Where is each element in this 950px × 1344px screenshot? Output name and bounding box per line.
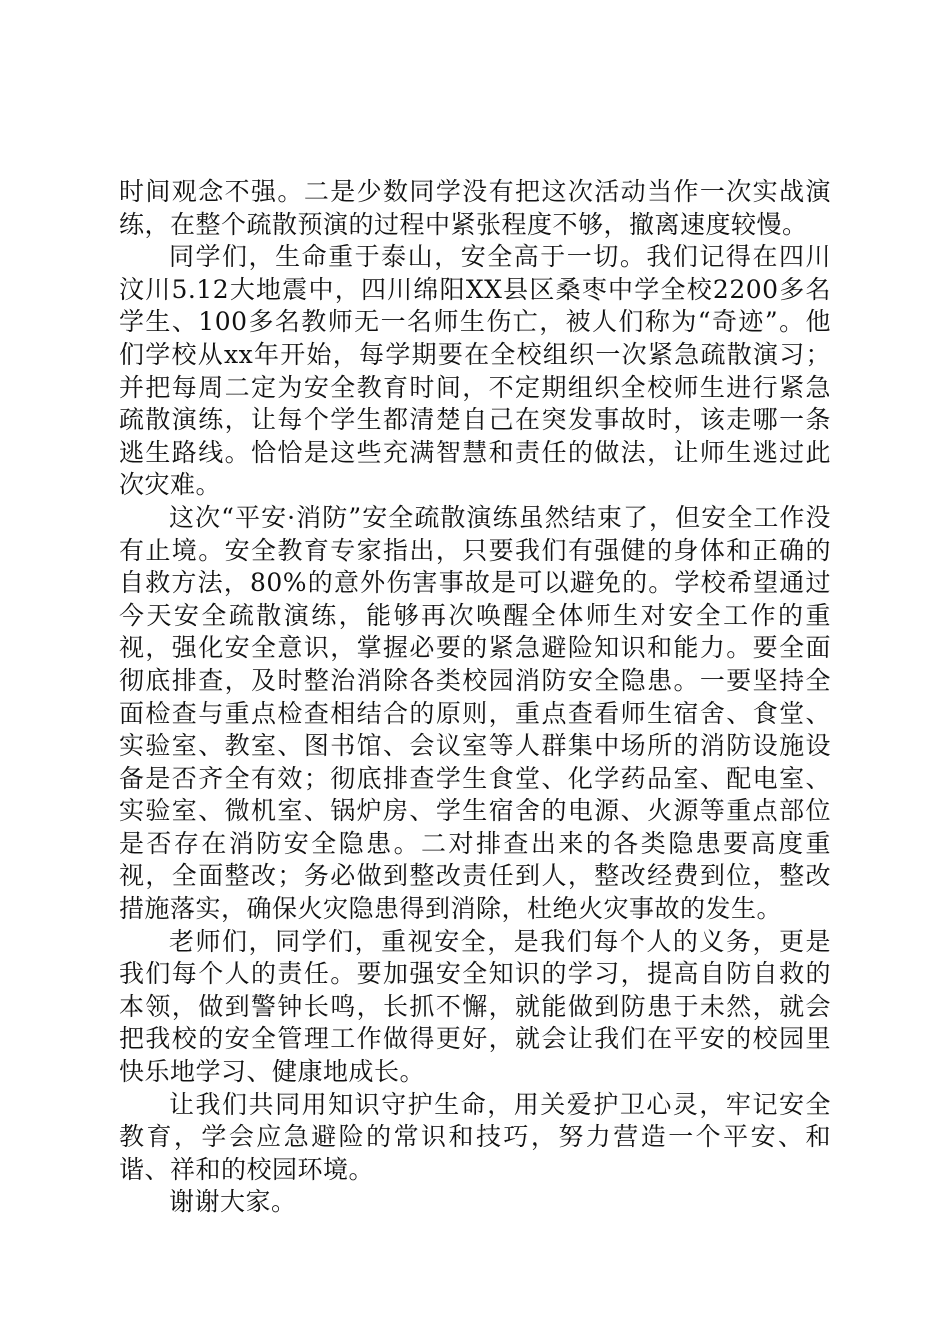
paragraph-earthquake-example: 同学们，生命重于泰山，安全高于一切。我们记得在四川汶川5.12大地震中，四川绵阳XX县区桑枣中学全校2200多名学生、100多名教师无一名师生伤亡，被人们称为“奇迹”。他们学校从xx年开始，每学期要在全校组织一次紧急疏散演习；并把每周二定为安全教育时间，不定期组织全校师生进行紧急疏散演练，让每个学生都清楚自己在突发事故时，该走哪一条逃生路线。恰恰是这些充满智慧和责任的做法，让师生逃过此次灾难。 — [119, 242, 831, 500]
paragraph-continued: 时间观念不强。二是少数同学没有把这次活动当作一次实战演练，在整个疏散预演的过程中紧张程度不够，撤离速度较慢。 — [119, 177, 831, 239]
paragraph-drill-summary: 这次“平安·消防”安全疏散演练虽然结束了，但安全工作没有止境。安全教育专家指出，只要我们有强健的身体和正确的自救方法，80%的意外伤害事故是可以避免的。学校希望通过今天安全疏散演练，能够再次唤醒全体师生对安全工作的重视，强化安全意识，掌握必要的紧急避险知识和能力。要全面彻底排查，及时整治消除各类校园消防安全隐患。一要坚持全面检查与重点检查相结合的原则，重点查看师生宿舍、食堂、实验室、教室、图书馆、会议室等人群集中场所的消防设施设备是否齐全有效；彻底排查学生食堂、化学药品室、配电室、实验室、微机室、锅炉房、学生宿舍的电源、火源等重点部位是否存在消防安全隐患。二对排查出来的各类隐患要高度重视，全面整改；务必做到整改责任到人，整改经费到位，整改措施落实，确保火灾隐患得到消除，杜绝火灾事故的发生。 — [119, 502, 831, 924]
paragraph-thanks: 谢谢大家。 — [169, 1187, 297, 1217]
paragraph-responsibility: 老师们，同学们，重视安全，是我们每个人的义务，更是我们每个人的责任。要加强安全知识的学习，提高自防自救的本领，做到警钟长鸣，长抓不懈，就能做到防患于未然，就会把我校的安全管理工作做得更好，就会让我们在平安的校园里快乐地学习、健康地成长。 — [119, 926, 831, 1087]
document-body — [119, 176, 831, 1219]
paragraph-closing-call: 让我们共同用知识守护生命，用关爱护卫心灵，牢记安全教育，学会应急避险的常识和技巧，努力营造一个平安、和谐、祥和的校园环境。 — [119, 1089, 831, 1184]
